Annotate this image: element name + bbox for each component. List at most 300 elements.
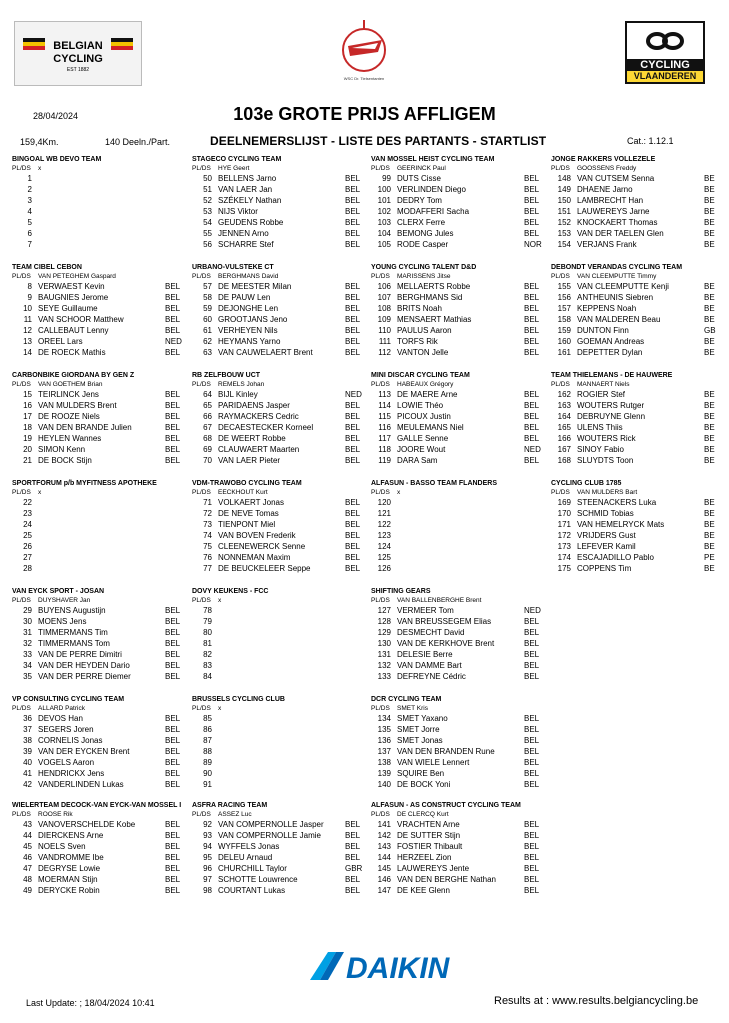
rider-nationality: BEL [165,315,181,324]
rider-name: DE SUTTER Stijn [397,831,461,840]
rider-number: 70 [203,456,212,465]
rider-row [192,497,372,508]
rider-nationality: BEL [165,853,181,862]
rider-nationality: BEL [524,326,540,335]
rider-number: 143 [377,842,391,851]
rider-number: 132 [377,661,391,670]
rider-number: 43 [23,820,32,829]
rider-number: 171 [557,520,571,529]
rider-row [192,411,372,422]
rider-row [12,195,192,206]
startlist-subtitle: DEELNEMERSLIJST - LISTE DES PARTANTS - STARTLIST [210,134,547,148]
rider-name: HEYLEN Wannes [38,434,102,443]
rider-row [12,444,192,455]
rider-nationality: NED [524,445,541,454]
rider-name: VAN DEN BERGHE Nathan [397,875,496,884]
rider-name: GOEMAN Andreas [577,337,645,346]
rider-name: DELESIE Berre [397,650,453,659]
team-name: ASFRA RACING TEAM [192,802,268,809]
team-block [551,155,729,250]
rider-number: 122 [377,520,391,529]
rider-name: CHURCHILL Taylor [218,864,287,873]
rider-row [371,400,551,411]
rider-number: 93 [203,831,212,840]
rider-number: 26 [23,542,32,551]
rider-number: 130 [377,639,391,648]
rider-name: CLERX Ferre [397,218,446,227]
director-name: x [218,705,222,712]
rider-nationality: BE [704,304,715,313]
rider-name: KEPPENS Noah [577,304,637,313]
team-name: DCR CYCLING TEAM [371,696,442,703]
rider-row [12,292,192,303]
rider-row [192,228,372,239]
rider-nationality: BEL [524,736,540,745]
rider-number: 77 [203,564,212,573]
rider-number: 110 [378,326,391,335]
rider-row [551,336,729,347]
rider-number: 72 [203,509,212,518]
rider-row [551,206,729,217]
rider-nationality: BE [704,564,715,573]
rider-nationality: BEL [345,282,361,291]
team-director [371,380,551,389]
rider-name: JENNEN Arno [218,229,269,238]
director-name: VAN BALLENBERGHE Brent [397,597,482,604]
rider-number: 139 [377,769,391,778]
rider-row [371,563,551,574]
rider-nationality: BEL [524,714,540,723]
team-block [192,371,372,466]
rider-name: VAN CAUWELAERT Brent [218,348,313,357]
rider-nationality: BE [704,542,715,551]
rider-nationality: BEL [165,390,181,399]
team-name: BRUSSELS CYCLING CLUB [192,696,285,703]
rider-row [371,885,551,896]
rider-number: 46 [23,853,32,862]
rider-number: 79 [203,617,212,626]
rider-number: 147 [377,886,391,895]
rider-row [12,735,192,746]
rider-nationality: BEL [345,434,361,443]
rider-name: LAUWEREYS Jente [397,864,470,873]
rider-name: DE ROECK Mathis [38,348,106,357]
team-block [371,801,551,896]
rider-name: RODE Casper [397,240,449,249]
rider-name: VAN CLEEMPUTTE Kenji [577,282,669,291]
rider-name: MELLAERTS Robbe [397,282,471,291]
rider-number: 125 [377,553,391,562]
rider-name: DE MAERE Arne [397,390,458,399]
rider-number: 80 [203,628,212,637]
rider-number: 75 [203,542,212,551]
rider-number: 8 [27,282,32,291]
rider-number: 36 [23,714,32,723]
rider-row [371,173,551,184]
rider-name: MEULEMANS Niel [397,423,464,432]
team-director [371,272,551,281]
belgian-logo-line2: CYCLING [53,53,103,65]
rider-nationality: BEL [524,820,540,829]
rider-nationality: BEL [165,886,181,895]
rider-name: JOORE Wout [397,445,446,454]
team-director [192,488,372,497]
rider-name: VAN DER TAELEN Glen [577,229,664,238]
team-director [551,164,729,173]
rider-nationality: BEL [165,412,181,421]
rider-number: 173 [557,542,571,551]
rider-row [371,757,551,768]
rider-number: 83 [203,661,212,670]
rider-row [192,605,372,616]
rider-number: 87 [203,736,212,745]
rider-number: 127 [377,606,391,615]
director-label: PL/DS [12,811,31,818]
rider-name: CLEENEWERCK Senne [218,542,306,551]
rider-nationality: PE [704,553,715,562]
team-block [12,587,192,682]
rider-nationality: BE [704,315,715,324]
rider-row [551,508,729,519]
rider-number: 168 [557,456,571,465]
rider-row [192,638,372,649]
rider-name: VAN DEN BRANDEN Rune [397,747,495,756]
rider-number: 152 [557,218,571,227]
rider-row [192,713,372,724]
rider-row [192,173,372,184]
rider-number: 24 [23,520,32,529]
rider-nationality: BEL [524,196,540,205]
rider-name: LOWIE Théo [397,401,444,410]
rider-name: GEUDENS Robbe [218,218,284,227]
rider-row [551,519,729,530]
rider-number: 23 [23,509,32,518]
rider-row [12,455,192,466]
rider-nationality: BEL [345,218,361,227]
rider-name: PARIDAENS Jasper [218,401,290,410]
rider-name: VAN MULDERS Brent [38,401,117,410]
rider-nationality: BE [704,520,715,529]
rider-number: 35 [23,672,32,681]
rider-row [371,541,551,552]
rider-nationality: BEL [524,639,540,648]
rider-name: VAN DER EYCKEN Brent [38,747,130,756]
director-name: VAN CLEEMPUTTE Timmy [577,273,657,280]
rider-row [192,757,372,768]
rider-name: VERHEYEN Nils [218,326,278,335]
rider-name: DE BEUCKELEER Seppe [218,564,311,573]
rider-name: DE ROOZE Niels [38,412,100,421]
rider-row [371,239,551,250]
rider-name: VANOVERSCHELDE Kobe [38,820,136,829]
rider-nationality: BEL [165,672,181,681]
rider-name: VAN BOVEN Frederik [218,531,296,540]
team-director [192,380,372,389]
rider-number: 7 [27,240,32,249]
team-director [12,272,192,281]
rider-number: 31 [23,628,32,637]
rider-nationality: BEL [165,650,181,659]
rider-row [12,239,192,250]
rider-number: 41 [23,769,32,778]
rider-name: CORNELIS Jonas [38,736,103,745]
rider-number: 126 [377,564,391,573]
director-name: HABEAUX Grégory [397,381,454,388]
rider-number: 142 [377,831,391,840]
rider-number: 148 [557,174,571,183]
director-label: PL/DS [371,381,390,388]
team-name: VDM-TRAWOBO CYCLING TEAM [192,480,302,487]
rider-nationality: BEL [165,864,181,873]
rider-number: 105 [377,240,391,249]
rider-number: 164 [557,412,571,421]
rider-row [551,541,729,552]
rider-nationality: BEL [345,304,361,313]
rider-number: 149 [557,185,571,194]
rider-name: LAMBRECHT Han [577,196,644,205]
rider-nationality: BEL [165,831,181,840]
team-director [371,704,551,713]
rider-row [12,422,192,433]
rider-number: 100 [377,185,391,194]
team-block [192,155,372,250]
rider-number: 135 [377,725,391,734]
rider-row [12,217,192,228]
rider-row [12,874,192,885]
rider-name: KNOCKAERT Thomas [577,218,658,227]
rider-number: 172 [557,531,571,540]
director-name: ALLARD Patrick [38,705,85,712]
rider-nationality: BEL [165,304,181,313]
rider-number: 65 [203,401,212,410]
team-block [371,155,551,250]
rider-row [192,217,372,228]
results-link[interactable]: Results at : www.results.belgiancycling.be [494,995,699,1007]
rider-row [12,541,192,552]
rider-name: GROOTJANS Jeno [218,315,288,324]
belgian-logo-line1: BELGIAN [53,40,103,52]
rider-number: 48 [23,875,32,884]
rider-number: 20 [23,445,32,454]
rider-name: BAUGNIES Jerome [38,293,109,302]
rider-number: 155 [557,282,571,291]
rider-name: SQUIRE Ben [397,769,445,778]
rider-name: TIENPONT Miel [218,520,276,529]
rider-nationality: BEL [524,390,540,399]
rider-nationality: BEL [345,196,361,205]
rider-number: 157 [557,304,571,313]
rider-number: 84 [203,672,212,681]
rider-nationality: BEL [345,456,361,465]
rider-nationality: BEL [345,853,361,862]
rider-row [371,195,551,206]
team-director [12,810,192,819]
rider-name: DIERCKENS Arne [38,831,104,840]
rider-nationality: GB [704,326,716,335]
rider-number: 64 [203,390,212,399]
rider-number: 4 [27,207,32,216]
rider-number: 162 [557,390,571,399]
rider-number: 29 [23,606,32,615]
rider-row [12,389,192,400]
rider-nationality: BEL [524,831,540,840]
rider-name: SMET Jorre [397,725,440,734]
rider-number: 82 [203,650,212,659]
rider-number: 50 [203,174,212,183]
director-name: REMELS Johan [218,381,265,388]
rider-number: 67 [203,423,212,432]
team-name: DEBONDT VERANDAS CYCLING TEAM [551,264,683,271]
rider-number: 18 [23,423,32,432]
rider-number: 28 [23,564,32,573]
rider-name: VANDERLINDEN Lukas [38,780,124,789]
rider-row [12,757,192,768]
team-director [192,164,372,173]
director-label: PL/DS [371,165,390,172]
rider-name: SMET Yaxano [397,714,448,723]
rider-nationality: BE [704,229,715,238]
rider-number: 73 [203,520,212,529]
rider-number: 52 [203,196,212,205]
rider-name: WOUTERS Rutger [577,401,645,410]
team-director [551,488,729,497]
rider-name: TIMMERMANS Tim [38,628,108,637]
rider-number: 95 [203,853,212,862]
rider-row [12,863,192,874]
rider-number: 1 [27,174,32,183]
team-name: SPORTFORUM p/b MYFITNESS APOTHEKE [12,480,157,487]
rider-number: 109 [377,315,391,324]
rider-nationality: BEL [345,412,361,421]
rider-name: MODAFFERI Sacha [397,207,470,216]
rider-name: VAN COMPERNOLLE Jasper [218,820,324,829]
rider-row [12,347,192,358]
rider-nationality: BEL [345,875,361,884]
director-label: PL/DS [12,597,31,604]
rider-nationality: BEL [524,293,540,302]
director-name: x [38,489,42,496]
rider-row [12,206,192,217]
director-name: DUYSHAVER Jan [38,597,91,604]
rider-number: 141 [377,820,391,829]
rider-nationality: BEL [165,293,181,302]
team-name: RB ZELFBOUW UCT [192,372,261,379]
rider-name: VAN DE PERRE Dimitri [38,650,122,659]
rider-name: VAN COMPERNOLLE Jamie [218,831,321,840]
rider-row [192,455,372,466]
rider-row [551,195,729,206]
rider-nationality: BEL [345,542,361,551]
rider-row [371,347,551,358]
rider-name: GALLE Senne [397,434,449,443]
rider-nationality: BEL [524,725,540,734]
rider-number: 133 [377,672,391,681]
rider-nationality: BEL [345,326,361,335]
rider-nationality: BEL [345,423,361,432]
rider-number: 163 [557,401,571,410]
rider-row [12,649,192,660]
rider-number: 34 [23,661,32,670]
rider-name: HEYMANS Yarno [218,337,281,346]
rider-number: 55 [203,229,212,238]
rider-name: MOENS Jens [38,617,87,626]
rider-name: VAN LAER Pieter [218,456,281,465]
rider-name: DE WEERT Robbe [218,434,286,443]
club-logo-name: WSC Dr. Tielsentanten [343,76,385,81]
rider-row [12,563,192,574]
team-block [551,371,729,466]
race-date: 28/04/2024 [33,111,79,121]
team-block [192,263,372,358]
rider-number: 88 [203,747,212,756]
rider-row [12,530,192,541]
rider-number: 68 [203,434,212,443]
rider-row [192,627,372,638]
rider-name: VAN CUTSEM Senna [577,174,655,183]
rider-row [192,819,372,830]
rider-number: 170 [557,509,571,518]
rider-name: DEFREYNE Cédric [397,672,466,681]
rider-name: VERWAEST Kevin [38,282,105,291]
director-label: PL/DS [192,811,211,818]
director-label: PL/DS [371,811,390,818]
rider-number: 113 [378,390,391,399]
rider-nationality: BEL [524,207,540,216]
rider-number: 104 [377,229,391,238]
rider-name: VAN DE KERKHOVE Brent [397,639,495,648]
rider-row [192,314,372,325]
rider-nationality: BE [704,207,715,216]
rider-nationality: BE [704,509,715,518]
director-label: PL/DS [192,381,211,388]
rider-name: VAN DEN BRANDE Julien [38,423,132,432]
director-label: PL/DS [551,273,570,280]
rider-name: VOLKAERT Jonas [218,498,284,507]
rider-row [551,303,729,314]
rider-nationality: BEL [524,780,540,789]
rider-row [192,552,372,563]
director-name: x [397,489,401,496]
rider-number: 156 [557,293,571,302]
rider-row [12,830,192,841]
rider-number: 62 [203,337,212,346]
rider-name: DE BOCK Yoni [397,780,451,789]
rider-row [12,746,192,757]
rider-row [12,228,192,239]
rider-nationality: BE [704,218,715,227]
rider-row [12,552,192,563]
rider-nationality: BEL [524,628,540,637]
rider-row [371,389,551,400]
rider-row [371,292,551,303]
rider-row [192,616,372,627]
rider-number: 167 [557,445,571,454]
director-name: GEERINCK Paul [397,165,446,172]
rider-number: 27 [23,553,32,562]
rider-number: 17 [23,412,32,421]
rider-row [371,184,551,195]
rider-nationality: BE [704,196,715,205]
rider-name: BUYENS Augustijn [38,606,106,615]
team-name: TEAM THIELEMANS - DE HAUWERE [551,372,673,379]
team-name: VAN EYCK SPORT - JOSAN [12,588,105,595]
rider-name: ULENS Thiis [577,423,623,432]
team-director [551,380,729,389]
rider-number: 85 [203,714,212,723]
rider-name: VAN MALDEREN Beau [577,315,661,324]
rider-nationality: BEL [165,758,181,767]
rider-nationality: BEL [345,229,361,238]
